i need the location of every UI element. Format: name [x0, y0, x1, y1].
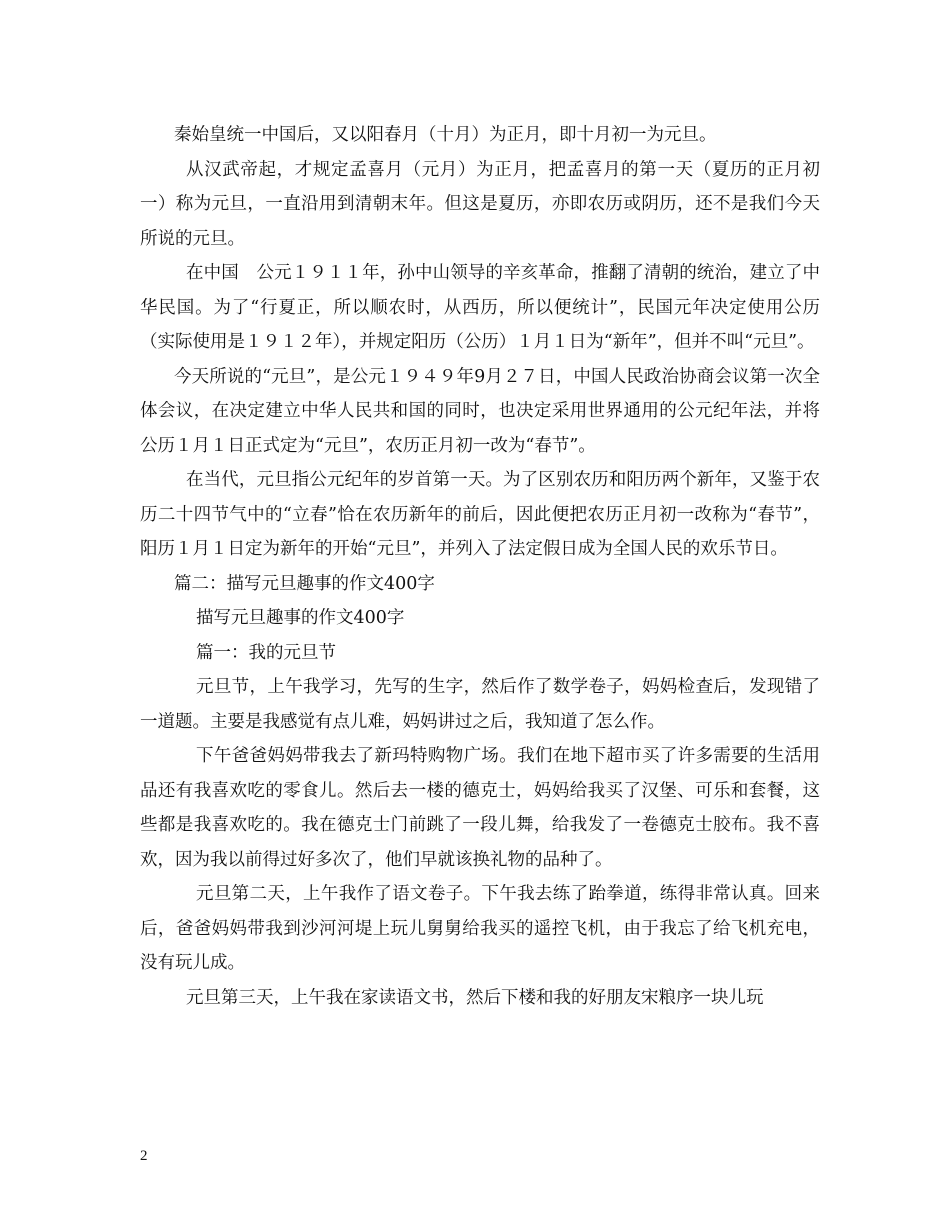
page-number: 2	[140, 1148, 148, 1164]
paragraph-4: 今天所说的“元旦”，是公元１９４９年9月２７日，中国人民政治协商会议第一次全体会议，在决定建立中华人民共和国的同时，也决定采用世界通用的公元纪年法，并将公历１月１日正式定为“元旦”，农历正月初一改为“春节”。	[140, 366, 820, 456]
paragraph-5: 在当代，元旦指公元纪年的岁首第一天。为了区别农历和阳历两个新年，又鉴于农历二十四节气中的“立春”恰在农历新年的前后，因此便把农历正月初一改称为“春节”，阳历１月１日定为新年的开始“元旦”，并列入了法定假日成为全国人民的欢乐节日。	[140, 470, 820, 559]
essay-title: 描写元旦趣事的作文400字	[196, 608, 405, 628]
paragraph-9: 元旦第三天，上午我在家读语文书，然后下楼和我的好朋友宋粮序一块儿玩	[186, 987, 764, 1008]
essay-subtitle: 篇一：我的元旦节	[196, 642, 336, 663]
paragraph-7: 下午爸爸妈妈带我去了新玛特购物广场。我们在地下超市买了许多需要的生活用品还有我喜欢吃的零食儿。然后去一楼的德克士，妈妈给我买了汉堡、可乐和套餐，这些都是我喜欢吃的。我在德克士门前跳了一段儿舞，给我发了一卷德克士胶布。我不喜欢，因为我以前得过好多次了，他们早就该换礼物的品种了。	[140, 746, 820, 870]
paragraph-3: 在中国 公元１９１１年，孙中山领导的辛亥革命，推翻了清朝的统治，建立了中华民国。为了“行夏正，所以顺农时，从西历，所以便统计”，民国元年决定使用公历（实际使用是１９１２年），并规定阳历（公历）１月１日为“新年”，但并不叫“元旦”。	[140, 263, 820, 352]
paragraph-6: 元旦节，上午我学习，先写的生字，然后作了数学卷子，妈妈检查后，发现错了一道题。主要是我感觉有点儿难，妈妈讲过之后，我知道了怎么作。	[140, 677, 820, 732]
paragraph-8: 元旦第二天，上午我作了语文卷子。下午我去练了跆拳道，练得非常认真。回来后，爸爸妈妈带我到沙河河堤上玩儿舅舅给我买的遥控飞机，由于我忘了给飞机充电，没有玩儿成。	[140, 884, 820, 973]
paragraph-1: 秦始皇统一中国后，又以阳春月（十月）为正月，即十月初一为元旦。	[174, 125, 717, 145]
paragraph-2: 从汉武帝起，才规定孟喜月（元月）为正月，把孟喜月的第一天（夏历的正月初一）称为元旦，一直沿用到清朝末年。但这是夏历，亦即农历或阴历，还不是我们今天所说的元旦。	[140, 159, 820, 249]
section-heading: 篇二：描写元旦趣事的作文400字	[174, 573, 435, 594]
document-body	[140, 118, 820, 1015]
